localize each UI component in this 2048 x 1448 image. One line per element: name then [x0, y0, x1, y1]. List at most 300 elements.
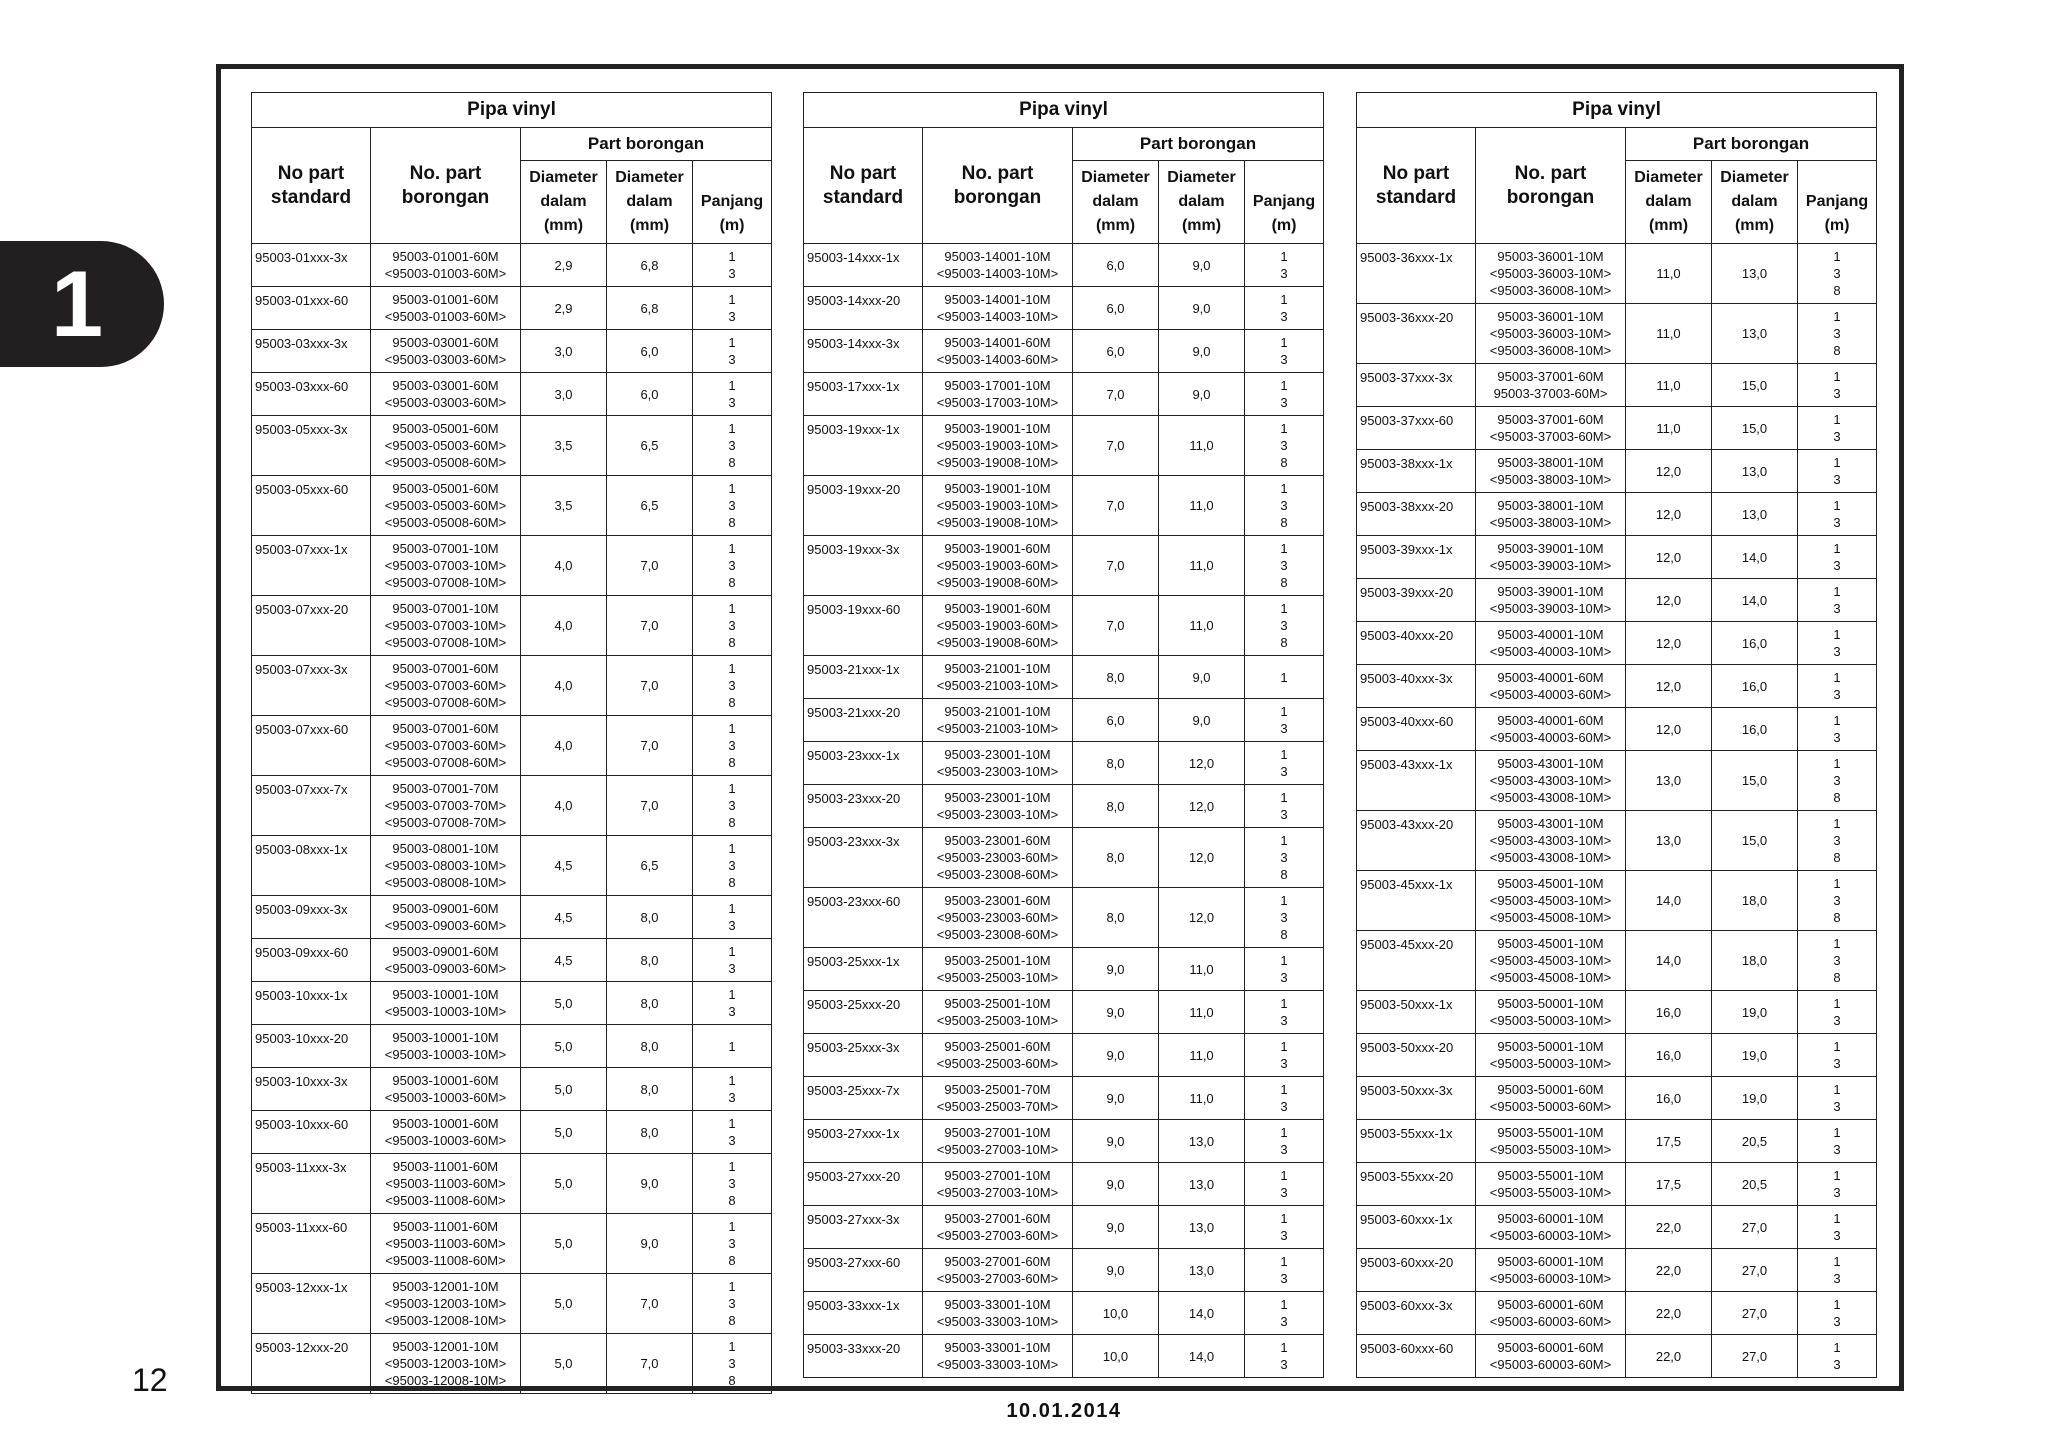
- part-standard-cell: 95003-12xxx-1x: [252, 1274, 371, 1334]
- panjang-cell: 1 3: [1798, 622, 1877, 665]
- table-row: [1357, 1120, 1877, 1163]
- diameter-inner-cell: 2,9: [521, 244, 607, 287]
- panjang-cell: 1 3 8: [693, 596, 772, 656]
- part-standard-cell: 95003-50xxx-3x: [1357, 1077, 1476, 1120]
- diameter-inner-cell: 5,0: [521, 1111, 607, 1154]
- table-row: [252, 1274, 772, 1334]
- diameter-outer-cell: 13,0: [1712, 450, 1798, 493]
- header-panjang: Panjang (m): [1245, 161, 1324, 244]
- diameter-inner-cell: 4,5: [521, 836, 607, 896]
- part-standard-cell: 95003-50xxx-20: [1357, 1034, 1476, 1077]
- part-borongan-cell: 95003-25001-10M <95003-25003-10M>: [923, 991, 1073, 1034]
- panjang-cell: 1 3 8: [693, 1154, 772, 1214]
- table-row: [252, 836, 772, 896]
- diameter-outer-cell: 16,0: [1712, 708, 1798, 751]
- diameter-inner-cell: 9,0: [1073, 1249, 1159, 1292]
- part-standard-cell: 95003-43xxx-20: [1357, 811, 1476, 871]
- part-standard-cell: 95003-36xxx-1x: [1357, 244, 1476, 304]
- part-standard-cell: 95003-45xxx-20: [1357, 931, 1476, 991]
- table-row: [252, 939, 772, 982]
- part-borongan-cell: 95003-07001-60M <95003-07003-60M> <95003-07008-60M>: [371, 656, 521, 716]
- part-standard-cell: 95003-14xxx-1x: [804, 244, 923, 287]
- header-no-part-borongan: No. part borongan: [371, 128, 521, 244]
- diameter-outer-cell: 11,0: [1159, 991, 1245, 1034]
- diameter-outer-cell: 18,0: [1712, 871, 1798, 931]
- panjang-cell: 1 3: [1245, 699, 1324, 742]
- diameter-inner-cell: 12,0: [1626, 665, 1712, 708]
- diameter-outer-cell: 7,0: [607, 536, 693, 596]
- panjang-cell: 1 3: [693, 939, 772, 982]
- panjang-cell: 1 3 8: [1798, 931, 1877, 991]
- table-row: [804, 476, 1324, 536]
- diameter-inner-cell: 11,0: [1626, 364, 1712, 407]
- table-row: [804, 656, 1324, 699]
- panjang-cell: 1 3 8: [693, 416, 772, 476]
- table-row: [1357, 579, 1877, 622]
- part-standard-cell: 95003-50xxx-1x: [1357, 991, 1476, 1034]
- table-row: [804, 1077, 1324, 1120]
- panjang-cell: 1 3 8: [1245, 416, 1324, 476]
- header-no-part-borongan: No. part borongan: [1476, 128, 1626, 244]
- diameter-inner-cell: 3,5: [521, 416, 607, 476]
- panjang-cell: 1 3: [1798, 665, 1877, 708]
- panjang-cell: 1: [1245, 656, 1324, 699]
- diameter-outer-cell: 12,0: [1159, 742, 1245, 785]
- part-standard-cell: 95003-17xxx-1x: [804, 373, 923, 416]
- diameter-outer-cell: 14,0: [1159, 1335, 1245, 1378]
- diameter-outer-cell: 16,0: [1712, 622, 1798, 665]
- diameter-outer-cell: 19,0: [1712, 1077, 1798, 1120]
- table-row: [1357, 622, 1877, 665]
- diameter-outer-cell: 11,0: [1159, 948, 1245, 991]
- panjang-cell: 1 3: [1245, 742, 1324, 785]
- part-borongan-cell: 95003-55001-10M <95003-55003-10M>: [1476, 1120, 1626, 1163]
- part-standard-cell: 95003-07xxx-60: [252, 716, 371, 776]
- part-standard-cell: 95003-01xxx-60: [252, 287, 371, 330]
- diameter-inner-cell: 12,0: [1626, 579, 1712, 622]
- diameter-outer-cell: 13,0: [1712, 304, 1798, 364]
- part-borongan-cell: 95003-60001-10M <95003-60003-10M>: [1476, 1249, 1626, 1292]
- panjang-cell: 1 3: [1245, 991, 1324, 1034]
- part-standard-cell: 95003-07xxx-3x: [252, 656, 371, 716]
- diameter-outer-cell: 11,0: [1159, 416, 1245, 476]
- part-standard-cell: 95003-10xxx-60: [252, 1111, 371, 1154]
- panjang-cell: 1 3: [693, 287, 772, 330]
- table-row: [1357, 811, 1877, 871]
- diameter-outer-cell: 11,0: [1159, 1034, 1245, 1077]
- diameter-inner-cell: 9,0: [1073, 1163, 1159, 1206]
- panjang-cell: 1 3: [1798, 1292, 1877, 1335]
- part-borongan-cell: 95003-14001-60M <95003-14003-60M>: [923, 330, 1073, 373]
- part-standard-cell: 95003-38xxx-1x: [1357, 450, 1476, 493]
- diameter-inner-cell: 7,0: [1073, 373, 1159, 416]
- panjang-cell: 1 3: [1798, 364, 1877, 407]
- part-standard-cell: 95003-14xxx-20: [804, 287, 923, 330]
- panjang-cell: 1 3 8: [693, 536, 772, 596]
- diameter-inner-cell: 9,0: [1073, 948, 1159, 991]
- part-borongan-cell: 95003-60001-60M <95003-60003-60M>: [1476, 1292, 1626, 1335]
- part-borongan-cell: 95003-07001-60M <95003-07003-60M> <95003-07008-60M>: [371, 716, 521, 776]
- part-borongan-cell: 95003-12001-10M <95003-12003-10M> <95003-12008-10M>: [371, 1274, 521, 1334]
- table-row: [1357, 1249, 1877, 1292]
- table-row: [1357, 244, 1877, 304]
- part-standard-cell: 95003-38xxx-20: [1357, 493, 1476, 536]
- table-row: [252, 416, 772, 476]
- diameter-outer-cell: 13,0: [1159, 1249, 1245, 1292]
- panjang-cell: 1 3: [1798, 991, 1877, 1034]
- panjang-cell: 1 3 8: [1245, 888, 1324, 948]
- diameter-inner-cell: 3,0: [521, 373, 607, 416]
- diameter-inner-cell: 6,0: [1073, 330, 1159, 373]
- part-standard-cell: 95003-60xxx-1x: [1357, 1206, 1476, 1249]
- table-row: [1357, 536, 1877, 579]
- diameter-inner-cell: 5,0: [521, 1214, 607, 1274]
- diameter-inner-cell: 9,0: [1073, 1120, 1159, 1163]
- table-title: Pipa vinyl: [1357, 93, 1877, 128]
- diameter-inner-cell: 3,0: [521, 330, 607, 373]
- diameter-outer-cell: 8,0: [607, 1068, 693, 1111]
- table-row: [1357, 1077, 1877, 1120]
- part-borongan-cell: 95003-19001-60M <95003-19003-60M> <95003-19008-60M>: [923, 596, 1073, 656]
- part-borongan-cell: 95003-37001-60M <95003-37003-60M>: [1476, 407, 1626, 450]
- diameter-inner-cell: 7,0: [1073, 536, 1159, 596]
- diameter-inner-cell: 8,0: [1073, 742, 1159, 785]
- panjang-cell: 1 3 8: [693, 1274, 772, 1334]
- panjang-cell: 1 3 8: [1245, 536, 1324, 596]
- diameter-inner-cell: 4,0: [521, 776, 607, 836]
- part-standard-cell: 95003-07xxx-1x: [252, 536, 371, 596]
- panjang-cell: 1 3: [1245, 1249, 1324, 1292]
- diameter-outer-cell: 27,0: [1712, 1292, 1798, 1335]
- diameter-inner-cell: 4,0: [521, 596, 607, 656]
- part-standard-cell: 95003-07xxx-20: [252, 596, 371, 656]
- table-row: [1357, 1206, 1877, 1249]
- diameter-outer-cell: 12,0: [1159, 828, 1245, 888]
- table-row: [804, 1120, 1324, 1163]
- diameter-inner-cell: 11,0: [1626, 407, 1712, 450]
- panjang-cell: 1 3 8: [1798, 871, 1877, 931]
- header-panjang: Panjang (m): [693, 161, 772, 244]
- part-borongan-cell: 95003-33001-10M <95003-33003-10M>: [923, 1292, 1073, 1335]
- diameter-inner-cell: 22,0: [1626, 1206, 1712, 1249]
- part-standard-cell: 95003-23xxx-20: [804, 785, 923, 828]
- diameter-inner-cell: 12,0: [1626, 493, 1712, 536]
- part-borongan-cell: 95003-01001-60M <95003-01003-60M>: [371, 244, 521, 287]
- table-row: [252, 656, 772, 716]
- footer-date: 10.01.2014: [1006, 1400, 1122, 1422]
- table-row: [252, 536, 772, 596]
- diameter-inner-cell: 13,0: [1626, 811, 1712, 871]
- diameter-outer-cell: 8,0: [607, 1111, 693, 1154]
- table-row: [1357, 364, 1877, 407]
- header-diameter-dalam-2: Diameter dalam (mm): [1159, 161, 1245, 244]
- diameter-inner-cell: 8,0: [1073, 828, 1159, 888]
- table-row: [252, 1154, 772, 1214]
- diameter-outer-cell: 27,0: [1712, 1335, 1798, 1378]
- diameter-outer-cell: 7,0: [607, 596, 693, 656]
- diameter-outer-cell: 6,8: [607, 287, 693, 330]
- part-standard-cell: 95003-33xxx-20: [804, 1335, 923, 1378]
- part-standard-cell: 95003-55xxx-1x: [1357, 1120, 1476, 1163]
- header-no-part-standard: No part standard: [252, 128, 371, 244]
- table-row: [804, 1249, 1324, 1292]
- part-standard-cell: 95003-27xxx-20: [804, 1163, 923, 1206]
- part-standard-cell: 95003-21xxx-1x: [804, 656, 923, 699]
- diameter-inner-cell: 10,0: [1073, 1292, 1159, 1335]
- diameter-outer-cell: 6,0: [607, 373, 693, 416]
- part-standard-cell: 95003-19xxx-20: [804, 476, 923, 536]
- diameter-outer-cell: 8,0: [607, 896, 693, 939]
- panjang-cell: 1 3: [1798, 708, 1877, 751]
- diameter-inner-cell: 7,0: [1073, 476, 1159, 536]
- part-borongan-cell: 95003-01001-60M <95003-01003-60M>: [371, 287, 521, 330]
- part-standard-cell: 95003-45xxx-1x: [1357, 871, 1476, 931]
- table-row: [804, 699, 1324, 742]
- panjang-cell: 1: [693, 1025, 772, 1068]
- part-standard-cell: 95003-27xxx-60: [804, 1249, 923, 1292]
- diameter-outer-cell: 7,0: [607, 776, 693, 836]
- part-standard-cell: 95003-55xxx-20: [1357, 1163, 1476, 1206]
- panjang-cell: 1 3: [1245, 1292, 1324, 1335]
- diameter-outer-cell: 7,0: [607, 1334, 693, 1394]
- diameter-inner-cell: 12,0: [1626, 622, 1712, 665]
- part-standard-cell: 95003-36xxx-20: [1357, 304, 1476, 364]
- part-borongan-cell: 95003-14001-10M <95003-14003-10M>: [923, 244, 1073, 287]
- pipa-vinyl-table-1: [251, 92, 772, 1394]
- panjang-cell: 1 3 8: [1798, 244, 1877, 304]
- header-diameter-dalam-2: Diameter dalam (mm): [607, 161, 693, 244]
- panjang-cell: 1 3 8: [693, 776, 772, 836]
- diameter-inner-cell: 12,0: [1626, 708, 1712, 751]
- header-no-part-standard: No part standard: [804, 128, 923, 244]
- diameter-outer-cell: 8,0: [607, 939, 693, 982]
- diameter-inner-cell: 9,0: [1073, 1077, 1159, 1120]
- panjang-cell: 1 3 8: [693, 716, 772, 776]
- diameter-inner-cell: 5,0: [521, 1274, 607, 1334]
- part-borongan-cell: 95003-14001-10M <95003-14003-10M>: [923, 287, 1073, 330]
- diameter-outer-cell: 13,0: [1159, 1120, 1245, 1163]
- part-borongan-cell: 95003-25001-70M <95003-25003-70M>: [923, 1077, 1073, 1120]
- table-row: [252, 1068, 772, 1111]
- part-standard-cell: 95003-27xxx-1x: [804, 1120, 923, 1163]
- part-standard-cell: 95003-60xxx-20: [1357, 1249, 1476, 1292]
- diameter-outer-cell: 9,0: [1159, 244, 1245, 287]
- diameter-outer-cell: 12,0: [1159, 888, 1245, 948]
- diameter-outer-cell: 7,0: [607, 1274, 693, 1334]
- part-borongan-cell: 95003-50001-10M <95003-50003-10M>: [1476, 991, 1626, 1034]
- panjang-cell: 1 3: [1798, 1335, 1877, 1378]
- diameter-inner-cell: 16,0: [1626, 991, 1712, 1034]
- diameter-inner-cell: 6,0: [1073, 244, 1159, 287]
- part-standard-cell: 95003-19xxx-60: [804, 596, 923, 656]
- diameter-outer-cell: 15,0: [1712, 811, 1798, 871]
- part-borongan-cell: 95003-23001-60M <95003-23003-60M> <95003-23008-60M>: [923, 828, 1073, 888]
- part-standard-cell: 95003-37xxx-60: [1357, 407, 1476, 450]
- diameter-outer-cell: 11,0: [1159, 1077, 1245, 1120]
- part-borongan-cell: 95003-23001-10M <95003-23003-10M>: [923, 785, 1073, 828]
- diameter-outer-cell: 9,0: [1159, 656, 1245, 699]
- table-row: [1357, 931, 1877, 991]
- table-row: [804, 888, 1324, 948]
- table-row: [252, 596, 772, 656]
- part-standard-cell: 95003-23xxx-3x: [804, 828, 923, 888]
- panjang-cell: 1 3: [1798, 536, 1877, 579]
- diameter-outer-cell: 8,0: [607, 982, 693, 1025]
- panjang-cell: 1 3: [1798, 1120, 1877, 1163]
- diameter-inner-cell: 4,0: [521, 536, 607, 596]
- table-title: Pipa vinyl: [252, 93, 772, 128]
- panjang-cell: 1 3: [693, 982, 772, 1025]
- diameter-outer-cell: 6,5: [607, 836, 693, 896]
- diameter-inner-cell: 9,0: [1073, 991, 1159, 1034]
- panjang-cell: 1 3: [693, 1068, 772, 1111]
- panjang-cell: 1 3: [1245, 1206, 1324, 1249]
- diameter-inner-cell: 5,0: [521, 982, 607, 1025]
- panjang-cell: 1 3 8: [693, 656, 772, 716]
- diameter-inner-cell: 22,0: [1626, 1292, 1712, 1335]
- panjang-cell: 1 3: [1798, 450, 1877, 493]
- diameter-inner-cell: 11,0: [1626, 304, 1712, 364]
- part-borongan-cell: 95003-39001-10M <95003-39003-10M>: [1476, 579, 1626, 622]
- part-standard-cell: 95003-01xxx-3x: [252, 244, 371, 287]
- part-borongan-cell: 95003-09001-60M <95003-09003-60M>: [371, 939, 521, 982]
- part-standard-cell: 95003-03xxx-3x: [252, 330, 371, 373]
- part-standard-cell: 95003-05xxx-60: [252, 476, 371, 536]
- part-borongan-cell: 95003-27001-10M <95003-27003-10M>: [923, 1120, 1073, 1163]
- part-borongan-cell: 95003-03001-60M <95003-03003-60M>: [371, 330, 521, 373]
- panjang-cell: 1 3: [1798, 1163, 1877, 1206]
- diameter-outer-cell: 9,0: [1159, 330, 1245, 373]
- diameter-inner-cell: 16,0: [1626, 1077, 1712, 1120]
- part-borongan-cell: 95003-21001-10M <95003-21003-10M>: [923, 656, 1073, 699]
- diameter-outer-cell: 14,0: [1159, 1292, 1245, 1335]
- diameter-inner-cell: 9,0: [1073, 1206, 1159, 1249]
- panjang-cell: 1 3: [693, 244, 772, 287]
- diameter-inner-cell: 9,0: [1073, 1034, 1159, 1077]
- part-standard-cell: 95003-40xxx-20: [1357, 622, 1476, 665]
- part-standard-cell: 95003-09xxx-60: [252, 939, 371, 982]
- diameter-inner-cell: 17,5: [1626, 1120, 1712, 1163]
- part-standard-cell: 95003-19xxx-3x: [804, 536, 923, 596]
- panjang-cell: 1 3: [1245, 1335, 1324, 1378]
- diameter-outer-cell: 13,0: [1712, 244, 1798, 304]
- part-standard-cell: 95003-10xxx-20: [252, 1025, 371, 1068]
- diameter-outer-cell: 19,0: [1712, 991, 1798, 1034]
- header-no-part-standard: No part standard: [1357, 128, 1476, 244]
- part-standard-cell: 95003-23xxx-1x: [804, 742, 923, 785]
- part-borongan-cell: 95003-05001-60M <95003-05003-60M> <95003-05008-60M>: [371, 416, 521, 476]
- panjang-cell: 1 3: [1245, 1163, 1324, 1206]
- table-row: [252, 373, 772, 416]
- part-borongan-cell: 95003-11001-60M <95003-11003-60M> <95003-11008-60M>: [371, 1214, 521, 1274]
- table-row: [804, 1163, 1324, 1206]
- diameter-inner-cell: 7,0: [1073, 416, 1159, 476]
- panjang-cell: 1 3: [1245, 1077, 1324, 1120]
- panjang-cell: 1 3 8: [1245, 476, 1324, 536]
- panjang-cell: 1 3 8: [1798, 304, 1877, 364]
- diameter-inner-cell: 4,0: [521, 716, 607, 776]
- table-row: [1357, 871, 1877, 931]
- diameter-inner-cell: 22,0: [1626, 1335, 1712, 1378]
- part-borongan-cell: 95003-40001-10M <95003-40003-10M>: [1476, 622, 1626, 665]
- table-row: [252, 287, 772, 330]
- panjang-cell: 1 3: [1245, 287, 1324, 330]
- part-borongan-cell: 95003-08001-10M <95003-08003-10M> <95003-08008-10M>: [371, 836, 521, 896]
- panjang-cell: 1 3: [693, 330, 772, 373]
- part-borongan-cell: 95003-60001-10M <95003-60003-10M>: [1476, 1206, 1626, 1249]
- part-borongan-cell: 95003-45001-10M <95003-45003-10M> <95003-45008-10M>: [1476, 931, 1626, 991]
- diameter-inner-cell: 12,0: [1626, 536, 1712, 579]
- diameter-outer-cell: 11,0: [1159, 536, 1245, 596]
- table-row: [804, 948, 1324, 991]
- diameter-outer-cell: 9,0: [1159, 287, 1245, 330]
- part-standard-cell: 95003-10xxx-1x: [252, 982, 371, 1025]
- part-standard-cell: 95003-14xxx-3x: [804, 330, 923, 373]
- part-borongan-cell: 95003-38001-10M <95003-38003-10M>: [1476, 450, 1626, 493]
- part-borongan-cell: 95003-07001-10M <95003-07003-10M> <95003-07008-10M>: [371, 596, 521, 656]
- part-standard-cell: 95003-37xxx-3x: [1357, 364, 1476, 407]
- panjang-cell: 1 3 8: [1798, 751, 1877, 811]
- part-borongan-cell: 95003-10001-10M <95003-10003-10M>: [371, 1025, 521, 1068]
- header-diameter-dalam: Diameter dalam (mm): [1073, 161, 1159, 244]
- panjang-cell: 1 3: [1245, 330, 1324, 373]
- table-row: [804, 1292, 1324, 1335]
- part-standard-cell: 95003-39xxx-20: [1357, 579, 1476, 622]
- diameter-outer-cell: 15,0: [1712, 751, 1798, 811]
- part-borongan-cell: 95003-50001-10M <95003-50003-10M>: [1476, 1034, 1626, 1077]
- table-row: [1357, 991, 1877, 1034]
- table-row: [252, 330, 772, 373]
- part-borongan-cell: 95003-50001-60M <95003-50003-60M>: [1476, 1077, 1626, 1120]
- header-part-borongan: Part borongan: [1626, 128, 1877, 161]
- part-borongan-cell: 95003-23001-60M <95003-23003-60M> <95003-23008-60M>: [923, 888, 1073, 948]
- diameter-outer-cell: 20,5: [1712, 1120, 1798, 1163]
- table-row: [252, 1025, 772, 1068]
- diameter-inner-cell: 6,0: [1073, 287, 1159, 330]
- part-standard-cell: 95003-40xxx-3x: [1357, 665, 1476, 708]
- header-diameter-dalam-2: Diameter dalam (mm): [1712, 161, 1798, 244]
- table-row: [804, 330, 1324, 373]
- table-row: [252, 1334, 772, 1394]
- header-panjang: Panjang (m): [1798, 161, 1877, 244]
- table-row: [252, 776, 772, 836]
- part-borongan-cell: 95003-27001-60M <95003-27003-60M>: [923, 1249, 1073, 1292]
- panjang-cell: 1 3: [1245, 1120, 1324, 1163]
- diameter-inner-cell: 5,0: [521, 1068, 607, 1111]
- table-row: [804, 785, 1324, 828]
- part-borongan-cell: 95003-11001-60M <95003-11003-60M> <95003-11008-60M>: [371, 1154, 521, 1214]
- table-row: [252, 1214, 772, 1274]
- table-row: [804, 742, 1324, 785]
- part-standard-cell: 95003-40xxx-60: [1357, 708, 1476, 751]
- part-standard-cell: 95003-25xxx-7x: [804, 1077, 923, 1120]
- pipa-vinyl-table-2: [803, 92, 1324, 1378]
- panjang-cell: 1 3: [1245, 373, 1324, 416]
- table-row: [1357, 708, 1877, 751]
- panjang-cell: 1 3 8: [1798, 811, 1877, 871]
- panjang-cell: 1 3: [1798, 407, 1877, 450]
- part-standard-cell: 95003-03xxx-60: [252, 373, 371, 416]
- pipa-vinyl-table-3: [1356, 92, 1877, 1378]
- diameter-inner-cell: 14,0: [1626, 931, 1712, 991]
- panjang-cell: 1 3 8: [693, 476, 772, 536]
- part-standard-cell: 95003-11xxx-3x: [252, 1154, 371, 1214]
- diameter-outer-cell: 14,0: [1712, 579, 1798, 622]
- part-borongan-cell: 95003-33001-10M <95003-33003-10M>: [923, 1335, 1073, 1378]
- diameter-outer-cell: 8,0: [607, 1025, 693, 1068]
- table-row: [1357, 1034, 1877, 1077]
- part-borongan-cell: 95003-10001-60M <95003-10003-60M>: [371, 1068, 521, 1111]
